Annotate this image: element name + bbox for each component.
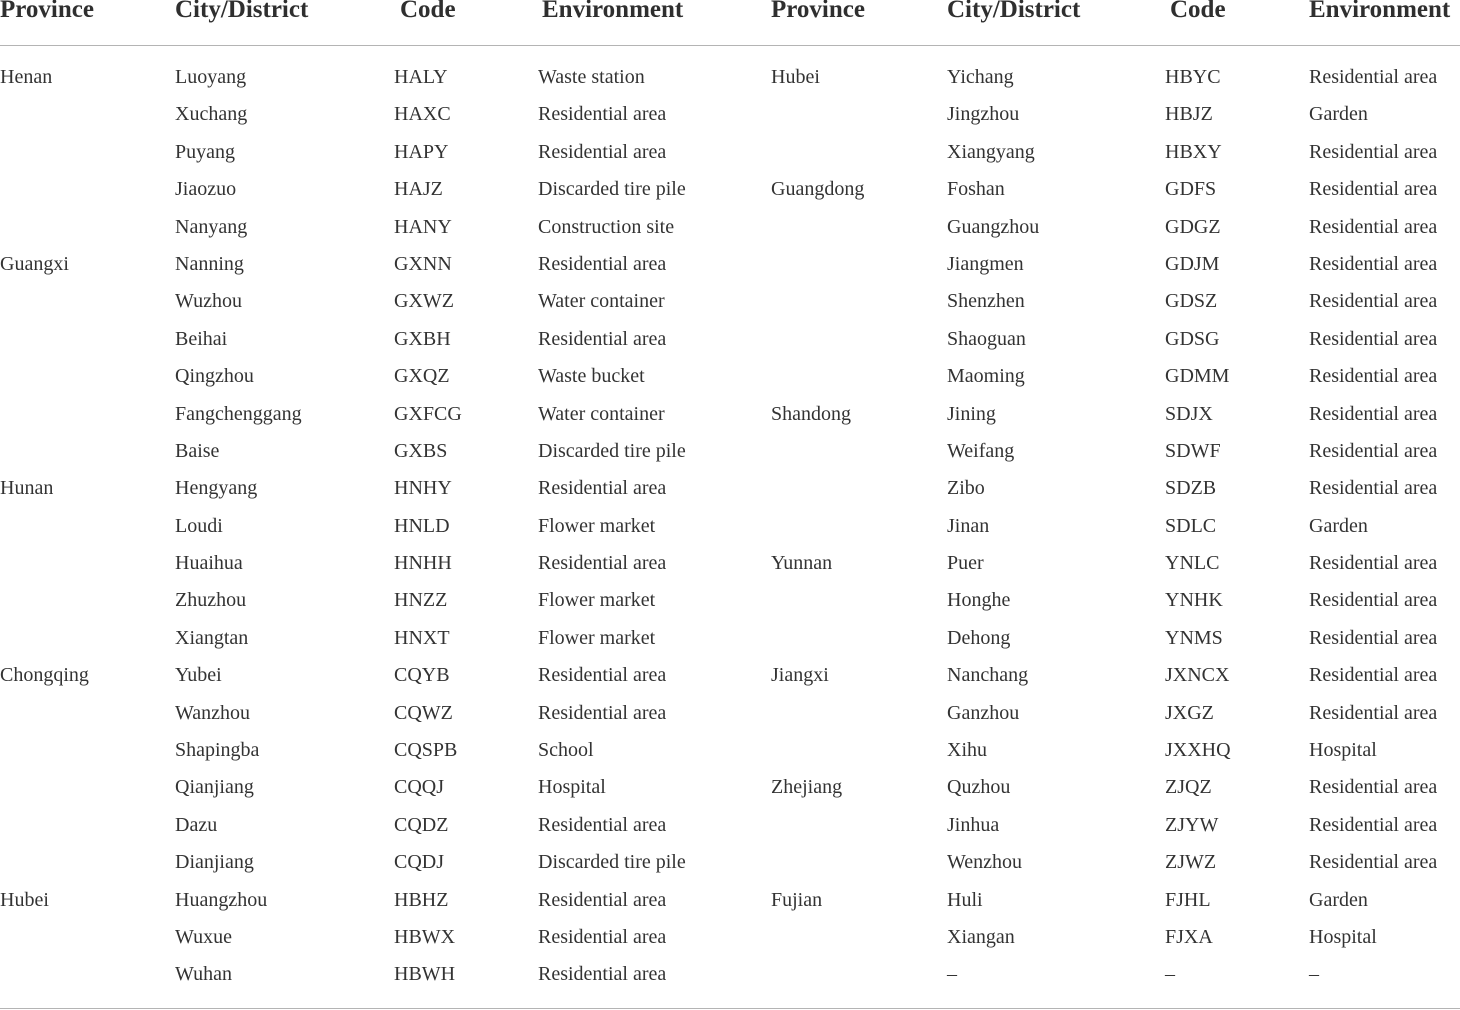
cell-city-district-right: Jiangmen — [947, 252, 1024, 275]
cell-environment-right: Residential area — [1309, 402, 1438, 425]
cell-city-district-right: Shaoguan — [947, 327, 1026, 350]
table-row — [0, 844, 1460, 881]
cell-code-right: YNHK — [1165, 589, 1223, 612]
cell-province-right: Guangdong — [771, 178, 865, 201]
cell-city-district-left: Shapingba — [175, 739, 260, 762]
table-row — [0, 396, 1460, 433]
cell-city-district-left: Wuhan — [175, 963, 232, 986]
cell-code-left: GXFCG — [394, 402, 462, 425]
cell-city-district-right: Wenzhou — [947, 851, 1023, 874]
cell-city-district-left: Jiaozuo — [175, 178, 237, 201]
table-row — [0, 470, 1460, 507]
table-row — [0, 732, 1460, 769]
cell-code-left: HNLD — [394, 514, 450, 537]
cell-city-district-left: Nanning — [175, 252, 244, 275]
cell-code-right: SDJX — [1165, 402, 1213, 425]
cell-city-district-left: Yubei — [175, 664, 222, 687]
table-row — [0, 358, 1460, 395]
cell-city-district-left: Luoyang — [175, 66, 247, 88]
cell-province-left: Hunan — [0, 477, 54, 500]
cell-code-right: FJHL — [1165, 888, 1211, 911]
cell-city-district-right: Huli — [947, 888, 983, 911]
cell-code-right: YNMS — [1165, 626, 1223, 649]
header-city-district-left: City/District — [175, 0, 309, 23]
cell-code-left: HANY — [394, 215, 452, 238]
cell-code-left: HBWH — [394, 963, 456, 986]
cell-environment-right: Residential area — [1309, 851, 1438, 874]
cell-environment-left: Residential area — [538, 140, 667, 163]
cell-code-right: – — [1165, 963, 1175, 986]
cell-code-right: GDGZ — [1165, 215, 1221, 238]
header-environment-right: Environment — [1309, 0, 1451, 23]
cell-environment-right: Garden — [1309, 514, 1368, 537]
cell-code-left: HAPY — [394, 140, 449, 163]
cell-environment-right: Residential area — [1309, 813, 1438, 836]
cell-environment-left: Water container — [538, 402, 665, 425]
cell-environment-left: Residential area — [538, 552, 667, 575]
table-row — [0, 882, 1460, 919]
cell-environment-left: Residential area — [538, 963, 667, 986]
cell-city-district-right: Puer — [947, 552, 984, 575]
table-row — [0, 433, 1460, 470]
cell-city-district-right: Weifang — [947, 439, 1015, 462]
cell-environment-left: Residential area — [538, 925, 667, 948]
table-body — [0, 59, 1460, 994]
cell-province-right: Hubei — [771, 66, 820, 88]
header-city-district-right: City/District — [947, 0, 1081, 23]
cell-code-right: GDJM — [1165, 252, 1220, 275]
table-row — [0, 807, 1460, 844]
cell-code-left: GXQZ — [394, 365, 450, 388]
cell-province-left: Hubei — [0, 888, 49, 911]
cell-code-left: GXBH — [394, 327, 451, 350]
cell-code-left: HAXC — [394, 103, 451, 126]
cell-environment-right: Garden — [1309, 888, 1368, 911]
cell-city-district-left: Huaihua — [175, 552, 243, 575]
cell-city-district-left: Dianjiang — [175, 851, 254, 874]
table-row — [0, 209, 1460, 246]
cell-environment-right: Residential area — [1309, 215, 1438, 238]
cell-province-left: Guangxi — [0, 252, 69, 275]
header-divider — [0, 45, 1460, 46]
table-row — [0, 134, 1460, 171]
cell-city-district-right: Nanchang — [947, 664, 1029, 687]
table-header-row — [0, 0, 1460, 28]
table-bottom-rule — [0, 1008, 1460, 1009]
cell-environment-left: Flower market — [538, 514, 656, 537]
cell-code-right: ZJWZ — [1165, 851, 1217, 874]
cell-environment-right: Residential area — [1309, 626, 1438, 649]
cell-environment-right: Garden — [1309, 103, 1368, 126]
cell-environment-left: Discarded tire pile — [538, 439, 686, 462]
cell-code-left: HNHH — [394, 552, 452, 575]
cell-province-left: Henan — [0, 66, 53, 88]
cell-city-district-left: Wanzhou — [175, 701, 251, 724]
table-row — [0, 59, 1460, 96]
cell-code-left: CQDJ — [394, 851, 445, 874]
cell-code-left: HNXT — [394, 626, 450, 649]
cell-environment-right: Hospital — [1309, 925, 1377, 948]
cell-environment-right: – — [1309, 963, 1319, 986]
cell-code-left: GXBS — [394, 439, 448, 462]
cell-city-district-right: Jinhua — [947, 813, 1000, 836]
table-row — [0, 582, 1460, 619]
cell-environment-left: Residential area — [538, 664, 667, 687]
cell-code-left: HBHZ — [394, 888, 449, 911]
cell-environment-right: Residential area — [1309, 252, 1438, 275]
header-code-left: Code — [400, 0, 456, 23]
cell-code-left: CQYB — [394, 664, 450, 687]
table-row — [0, 171, 1460, 208]
cell-environment-right: Residential area — [1309, 365, 1438, 388]
cell-code-right: JXGZ — [1165, 701, 1214, 724]
cell-code-left: GXNN — [394, 252, 452, 275]
cell-environment-left: Residential area — [538, 701, 667, 724]
cell-city-district-left: Beihai — [175, 327, 228, 350]
cell-code-right: FJXA — [1165, 925, 1213, 948]
cell-code-left: HNZZ — [394, 589, 448, 612]
cell-city-district-left: Huangzhou — [175, 888, 268, 911]
cell-city-district-right: Jinan — [947, 514, 990, 537]
cell-environment-left: Residential area — [538, 813, 667, 836]
table-row — [0, 620, 1460, 657]
cell-environment-left: Residential area — [538, 327, 667, 350]
cell-city-district-right: Maoming — [947, 365, 1025, 388]
cell-city-district-left: Xiangtan — [175, 626, 249, 649]
cell-code-right: JXNCX — [1165, 664, 1230, 687]
cell-environment-left: Residential area — [538, 477, 667, 500]
cell-city-district-left: Dazu — [175, 813, 218, 836]
header-environment-left: Environment — [542, 0, 684, 23]
cell-city-district-right: Dehong — [947, 626, 1011, 649]
cell-environment-left: School — [538, 739, 594, 762]
cell-environment-left: Residential area — [538, 888, 667, 911]
cell-city-district-right: Xihu — [947, 739, 987, 762]
table-row — [0, 545, 1460, 582]
cell-code-right: SDZB — [1165, 477, 1217, 500]
cell-city-district-right: Guangzhou — [947, 215, 1040, 238]
table-row — [0, 508, 1460, 545]
cell-code-right: SDWF — [1165, 439, 1221, 462]
cell-environment-left: Flower market — [538, 589, 656, 612]
cell-city-district-right: – — [947, 963, 957, 986]
cell-environment-right: Hospital — [1309, 739, 1377, 762]
cell-code-right: ZJYW — [1165, 813, 1219, 836]
cell-code-left: HAJZ — [394, 178, 443, 201]
table-row — [0, 956, 1460, 993]
cell-city-district-right: Foshan — [947, 178, 1005, 201]
cell-city-district-left: Qianjiang — [175, 776, 254, 799]
cell-environment-right: Residential area — [1309, 178, 1438, 201]
cell-environment-left: Discarded tire pile — [538, 851, 686, 874]
cell-code-left: CQSPB — [394, 739, 458, 762]
cell-city-district-left: Xuchang — [175, 103, 248, 126]
cell-environment-right: Residential area — [1309, 327, 1438, 350]
cell-environment-left: Discarded tire pile — [538, 178, 686, 201]
cell-city-district-right: Jingzhou — [947, 103, 1020, 126]
cell-environment-right: Residential area — [1309, 439, 1438, 462]
header-province-right: Province — [771, 0, 865, 23]
cell-environment-left: Flower market — [538, 626, 656, 649]
cell-code-left: CQWZ — [394, 701, 453, 724]
cell-city-district-right: Jining — [947, 402, 996, 425]
table-row — [0, 96, 1460, 133]
cell-city-district-left: Qingzhou — [175, 365, 254, 388]
cell-environment-right: Residential area — [1309, 664, 1438, 687]
cell-code-right: HBJZ — [1165, 103, 1213, 126]
cell-code-left: CQQJ — [394, 776, 445, 799]
cell-environment-left: Residential area — [538, 252, 667, 275]
cell-city-district-left: Hengyang — [175, 477, 258, 500]
table-row — [0, 769, 1460, 806]
cell-city-district-left: Nanyang — [175, 215, 248, 238]
cell-city-district-left: Loudi — [175, 514, 223, 537]
cell-code-right: HBYC — [1165, 66, 1221, 88]
table-row — [0, 246, 1460, 283]
cell-city-district-left: Wuxue — [175, 925, 232, 948]
cell-city-district-right: Xiangyang — [947, 140, 1035, 163]
header-province-left: Province — [0, 0, 94, 23]
cell-code-right: SDLC — [1165, 514, 1217, 537]
table-row — [0, 657, 1460, 694]
cell-city-district-left: Wuzhou — [175, 290, 242, 313]
cell-code-left: HBWX — [394, 925, 456, 948]
cell-environment-left: Construction site — [538, 215, 675, 238]
cell-environment-right: Residential area — [1309, 477, 1438, 500]
cell-code-right: YNLC — [1165, 552, 1220, 575]
cell-code-right: GDSG — [1165, 327, 1220, 350]
cell-city-district-left: Baise — [175, 439, 220, 462]
cell-city-district-right: Zibo — [947, 477, 985, 500]
cell-code-left: HALY — [394, 66, 448, 88]
cell-environment-left: Hospital — [538, 776, 606, 799]
cell-code-right: GDSZ — [1165, 290, 1218, 313]
cell-environment-right: Residential area — [1309, 701, 1438, 724]
table-row — [0, 919, 1460, 956]
cell-province-right: Jiangxi — [771, 664, 829, 687]
cell-code-left: GXWZ — [394, 290, 454, 313]
cell-code-right: HBXY — [1165, 140, 1222, 163]
header-code-right: Code — [1170, 0, 1226, 23]
cell-environment-left: Residential area — [538, 103, 667, 126]
table-row — [0, 321, 1460, 358]
cell-environment-right: Residential area — [1309, 66, 1438, 88]
cell-city-district-right: Yichang — [947, 66, 1014, 88]
cell-environment-right: Residential area — [1309, 140, 1438, 163]
cell-environment-right: Residential area — [1309, 552, 1438, 575]
cell-city-district-right: Ganzhou — [947, 701, 1020, 724]
cell-environment-left: Waste bucket — [538, 365, 645, 388]
cell-province-left: Chongqing — [0, 664, 89, 687]
cell-environment-left: Waste station — [538, 66, 645, 88]
cell-city-district-right: Shenzhen — [947, 290, 1025, 313]
cell-city-district-right: Xiangan — [947, 925, 1015, 948]
cell-code-right: GDMM — [1165, 365, 1230, 388]
table-row — [0, 695, 1460, 732]
cell-province-right: Shandong — [771, 402, 851, 425]
cell-environment-right: Residential area — [1309, 290, 1438, 313]
cell-city-district-right: Honghe — [947, 589, 1011, 612]
cell-city-district-right: Quzhou — [947, 776, 1011, 799]
cell-province-right: Yunnan — [771, 552, 833, 575]
cell-environment-right: Residential area — [1309, 776, 1438, 799]
cell-province-right: Fujian — [771, 888, 823, 911]
cell-city-district-left: Zhuzhou — [175, 589, 247, 612]
cell-code-right: JXXHQ — [1165, 739, 1231, 762]
cell-code-right: GDFS — [1165, 178, 1217, 201]
cell-environment-right: Residential area — [1309, 589, 1438, 612]
cell-code-left: CQDZ — [394, 813, 449, 836]
cell-code-right: ZJQZ — [1165, 776, 1212, 799]
cell-code-left: HNHY — [394, 477, 452, 500]
cell-province-right: Zhejiang — [771, 776, 843, 799]
cell-city-district-left: Puyang — [175, 140, 235, 163]
cell-city-district-left: Fangchenggang — [175, 402, 302, 425]
table-row — [0, 283, 1460, 320]
cell-environment-left: Water container — [538, 290, 665, 313]
